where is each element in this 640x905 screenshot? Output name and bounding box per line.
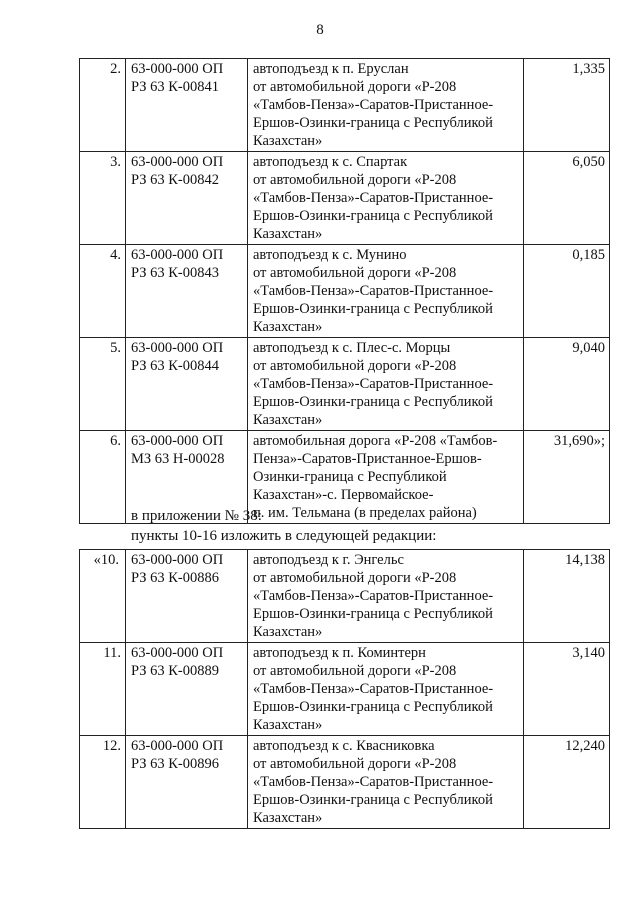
road-length: 12,240 — [524, 736, 610, 829]
row-number: 5. — [80, 338, 126, 431]
road-description-line: автоподъезд к п. Еруслан — [253, 61, 409, 77]
road-description-cell — [248, 338, 524, 431]
road-description-line: Казахстан» — [253, 133, 323, 149]
road-length: 6,050 — [524, 152, 610, 245]
road-description-line: автоподъезд к г. Энгельс — [253, 552, 404, 568]
road-code-line: МЗ 63 Н-00028 — [131, 451, 225, 467]
table-row — [80, 245, 610, 338]
road-length: 1,335 — [524, 59, 610, 152]
road-length: 0,185 — [524, 245, 610, 338]
road-length: 14,138 — [524, 550, 610, 643]
row-number: 3. — [80, 152, 126, 245]
road-description-line: от автомобильной дороги «Р-208 — [253, 570, 457, 586]
road-description-line: п. им. Тельмана (в пределах района) — [253, 505, 477, 521]
row-number: 4. — [80, 245, 126, 338]
road-description-line: автоподъезд к с. Квасниковка — [253, 738, 435, 754]
road-description-line: от автомобильной дороги «Р-208 — [253, 756, 457, 772]
road-description-line: Ершов-Озинки-граница с Республикой — [253, 301, 493, 317]
appendix-paragraph: в приложении № 38: — [131, 508, 262, 524]
road-code-line: 63-000-000 ОП — [131, 738, 224, 754]
road-description-line: «Тамбов-Пенза»-Саратов-Пристанное- — [253, 588, 494, 604]
road-code-line: РЗ 63 К-00842 — [131, 172, 220, 188]
road-code-line: 63-000-000 ОП — [131, 61, 224, 77]
road-description-line: Казахстан» — [253, 319, 323, 335]
road-description-cell — [248, 643, 524, 736]
page-number: 8 — [316, 22, 324, 38]
row-number: «10. — [80, 550, 126, 643]
road-description-line: от автомобильной дороги «Р-208 — [253, 172, 457, 188]
road-description-line: от автомобильной дороги «Р-208 — [253, 663, 457, 679]
road-code-cell — [126, 643, 248, 736]
road-code-line: 63-000-000 ОП — [131, 552, 224, 568]
road-description-line: Ершов-Озинки-граница с Республикой — [253, 792, 493, 808]
road-description-line: Ершов-Озинки-граница с Республикой — [253, 394, 493, 410]
road-description-cell — [248, 152, 524, 245]
road-length: 3,140 — [524, 643, 610, 736]
road-code-cell — [126, 550, 248, 643]
table-row — [80, 152, 610, 245]
road-description-cell — [248, 431, 524, 524]
table-row — [80, 59, 610, 152]
table-row — [80, 338, 610, 431]
road-code-line: РЗ 63 К-00896 — [131, 756, 220, 772]
road-description-line: от автомобильной дороги «Р-208 — [253, 358, 457, 374]
road-table-1 — [79, 58, 610, 524]
road-description-line: автомобильная дорога «Р-208 «Тамбов- — [253, 433, 498, 449]
road-description-line: Казахстан»-с. Первомайское- — [253, 487, 434, 503]
road-code-line: РЗ 63 К-00889 — [131, 663, 220, 679]
road-description-line: Озинки-граница с Республикой — [253, 469, 447, 485]
table-row — [80, 643, 610, 736]
road-description-line: Казахстан» — [253, 717, 323, 733]
road-description-line: автоподъезд к с. Спартак — [253, 154, 408, 170]
road-code-line: РЗ 63 К-00844 — [131, 358, 220, 374]
road-code-line: РЗ 63 К-00841 — [131, 79, 220, 95]
road-length: 9,040 — [524, 338, 610, 431]
road-description-line: «Тамбов-Пенза»-Саратов-Пристанное- — [253, 681, 494, 697]
road-description-line: «Тамбов-Пенза»-Саратов-Пристанное- — [253, 774, 494, 790]
road-code-line: 63-000-000 ОП — [131, 433, 224, 449]
road-description-line: автоподъезд к с. Мунино — [253, 247, 407, 263]
road-code-cell — [126, 59, 248, 152]
road-description-cell — [248, 736, 524, 829]
road-description-cell — [248, 245, 524, 338]
road-description-line: от автомобильной дороги «Р-208 — [253, 79, 457, 95]
road-table-2 — [79, 549, 610, 829]
road-description-line: Казахстан» — [253, 624, 323, 640]
road-description-line: Казахстан» — [253, 412, 323, 428]
road-description-line: Пенза»-Саратов-Пристанное-Ершов- — [253, 451, 482, 467]
row-number: 2. — [80, 59, 126, 152]
road-code-cell — [126, 245, 248, 338]
road-description-line: «Тамбов-Пенза»-Саратов-Пристанное- — [253, 97, 494, 113]
table-row — [80, 550, 610, 643]
road-description-line: автоподъезд к п. Коминтерн — [253, 645, 426, 661]
road-description-cell — [248, 59, 524, 152]
road-description-line: Ершов-Озинки-граница с Республикой — [253, 208, 493, 224]
road-description-line: «Тамбов-Пенза»-Саратов-Пристанное- — [253, 190, 494, 206]
road-code-cell — [126, 338, 248, 431]
road-description-line: «Тамбов-Пенза»-Саратов-Пристанное- — [253, 376, 494, 392]
items-paragraph: пункты 10-16 изложить в следующей редакции: — [131, 528, 437, 544]
road-code-line: 63-000-000 ОП — [131, 247, 224, 263]
road-code-cell — [126, 152, 248, 245]
road-description-line: «Тамбов-Пенза»-Саратов-Пристанное- — [253, 283, 494, 299]
road-description-line: Ершов-Озинки-граница с Республикой — [253, 115, 493, 131]
road-description-cell — [248, 550, 524, 643]
road-description-line: автоподъезд к с. Плес-с. Морцы — [253, 340, 451, 356]
road-code-line: РЗ 63 К-00886 — [131, 570, 220, 586]
row-number: 6. — [80, 431, 126, 524]
road-description-line: Ершов-Озинки-граница с Республикой — [253, 606, 493, 622]
road-code-cell — [126, 736, 248, 829]
row-number: 12. — [80, 736, 126, 829]
road-code-line: 63-000-000 ОП — [131, 154, 224, 170]
road-code-line: 63-000-000 ОП — [131, 340, 224, 356]
row-number: 11. — [80, 643, 126, 736]
table-row — [80, 736, 610, 829]
road-code-line: РЗ 63 К-00843 — [131, 265, 220, 281]
road-length: 31,690»; — [524, 431, 610, 524]
road-description-line: Ершов-Озинки-граница с Республикой — [253, 699, 493, 715]
road-description-line: от автомобильной дороги «Р-208 — [253, 265, 457, 281]
road-description-line: Казахстан» — [253, 226, 323, 242]
road-description-line: Казахстан» — [253, 810, 323, 826]
road-code-line: 63-000-000 ОП — [131, 645, 224, 661]
